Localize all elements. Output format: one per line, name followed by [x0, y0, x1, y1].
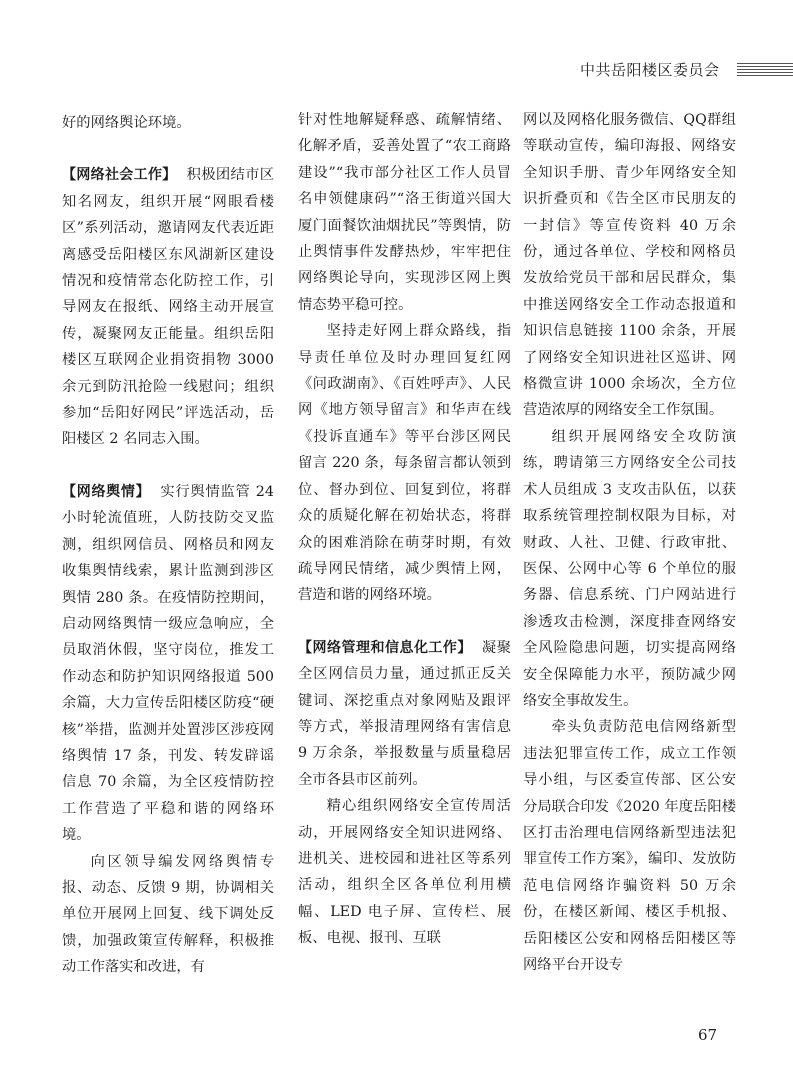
paragraph-text: 牵头负责防范电信网络新型违法犯罪宣传工作，成立工作领导小组，与区委宣传部、区公安分局联合印发《2020 年度岳阳楼区打击治理电信网络新型违法犯罪宣传工作方案》，编印、发放防范电信网络诈骗资料 50 万余份，在楼区新闻、楼区手机报、岳阳楼区公安和网格岳阳楼区等网络平台开设专 — [523, 719, 736, 973]
paragraph-text: 网以及网格化服务微信、QQ群组等联动宣传，编印海报、网络安全知识手册、青少年网络安全知识折叠页和《告全区市民朋友的一封信》等宣传资料 40 万余份，通过各单位、学校和网格员发放给党员干部和居民群众，集中推送网络安全工作动态报道和知识信息链接 1100 余条，开展了网络安全知识进社区巡讲、网格微宣讲 1000 余场次，全方位营造浓厚的网络安全工作氛围。 — [523, 112, 736, 419]
paragraph — [298, 318, 511, 608]
text-column-3 — [523, 107, 736, 978]
paragraph — [298, 107, 511, 318]
paragraph-text: 精心组织网络安全宣传周活动，开展网络安全知识进网络、进机关、进校园和进社区等系列活动，组织全区各单位利用横幅、LED 电子屏、宣传栏、展板、电视、报刊、互联 — [298, 798, 511, 947]
paragraph-text: 积极团结市区知名网友，组织开展“网眼看楼区”系列活动，邀请网友代表近距离感受岳阳楼区东风湖新区建设情况和疫情常态化防控工作，引导网友在报纸、网络主动开展宣传，凝聚网友正能量。组织岳阳楼区互联网企业捐资捐物 3000 余元到防汛抢险一线慰问；组织参加“岳阳好网民”评选活动，岳阳楼区 2 名同志入围。 — [62, 167, 275, 448]
paragraph-text: 凝聚全区网信员力量，通过抓正反关键词、深挖重点对象网贴及跟评等方式，举报清理网络有害信息 9 万余条，举报数量与质量稳居全市各县市区前列。 — [298, 639, 512, 788]
paragraph-text: 坚持走好网上群众路线，指导责任单位及时办理回复红网《问政湖南》、《百姓呼声》、人民网《地方领导留言》和华声在线《投诉直通车》等平台涉区网民留言 220 条，每条留言都认领到位、督办到位、回复到位，将群众的质疑化解在初始状态，将群众的困难消除在萌芽时期，有效疏导网民情绪，减少舆情上网，营造和谐的网络环境。 — [298, 323, 511, 604]
paragraph — [62, 110, 274, 136]
section-heading: 【网络舆情】 — [62, 483, 151, 500]
paragraph — [62, 849, 274, 981]
text-column-2 — [298, 107, 511, 952]
header-title: 中共岳阳楼区委员会 — [580, 61, 720, 79]
paragraph-text: 向区领导编发网络舆情专报、动态、反馈 9 期，协调相关单位开展网上回复、线下调处反馈，加强政策宣传解释，积极推动工作落实和改进，有 — [62, 853, 274, 976]
paragraph-network-opinion — [62, 479, 274, 849]
running-header — [560, 58, 793, 82]
paragraph-text: 针对性地解疑释惑、疏解情绪、化解矛盾，妥善处置了“农工商路建设”“我市部分社区工作人员冒名申领健康码”“洛王街道兴国大厦门面餐饮油烟扰民”等舆情，防止舆情事件发酵热炒，牢牢把住网络舆论导向，实现涉区网上舆情态势平稳可控。 — [298, 112, 511, 313]
section-heading: 【网络管理和信息化工作】 — [298, 639, 472, 656]
section-heading: 【网络社会工作】 — [62, 167, 177, 184]
page-number: 67 — [698, 1026, 718, 1044]
paragraph-text: 好的网络舆论环境。 — [62, 115, 191, 131]
paragraph-network-society — [62, 162, 274, 452]
text-column-1 — [62, 110, 274, 981]
paragraph — [298, 793, 511, 951]
paragraph — [523, 424, 736, 714]
paragraph — [523, 714, 736, 978]
paragraph-text: 组织开展网络安全攻防演练，聘请第三方网络安全公司技术人员组成 3 支攻击队伍，以获取系统管理控制权限为目标，对财政、人社、卫健、行政审批、医保、公网中心等 6 个单位的服务器、信息系统、门户网站进行渗透攻击检测，深度排查网络安全风险隐患问题，切实提高网络安全保障能力水平，预防减少网络安全事故发生。 — [523, 428, 736, 709]
paragraph-text: 实行舆情监管 24 小时轮流值班，人防技防交叉监测，组织网信员、网格员和网友收集舆情线索，累计监测到涉区舆情 280 条。在疫情防控期间，启动网络舆情一级应急响应，全员取消休假，坚守岗位，推发工作动态和防护知识网络报道 500 余篇，大力宣传岳阳楼区防疫“硬核”举措，监测并处置涉区涉疫网络舆情 17 条，刊发、转发辟谣信息 70 余篇，为全区疫情防控工作营造了平稳和谐的网络环境。 — [62, 483, 274, 844]
paragraph-network-management — [298, 635, 511, 793]
header-decoration-lines — [737, 63, 793, 77]
paragraph — [523, 107, 736, 424]
